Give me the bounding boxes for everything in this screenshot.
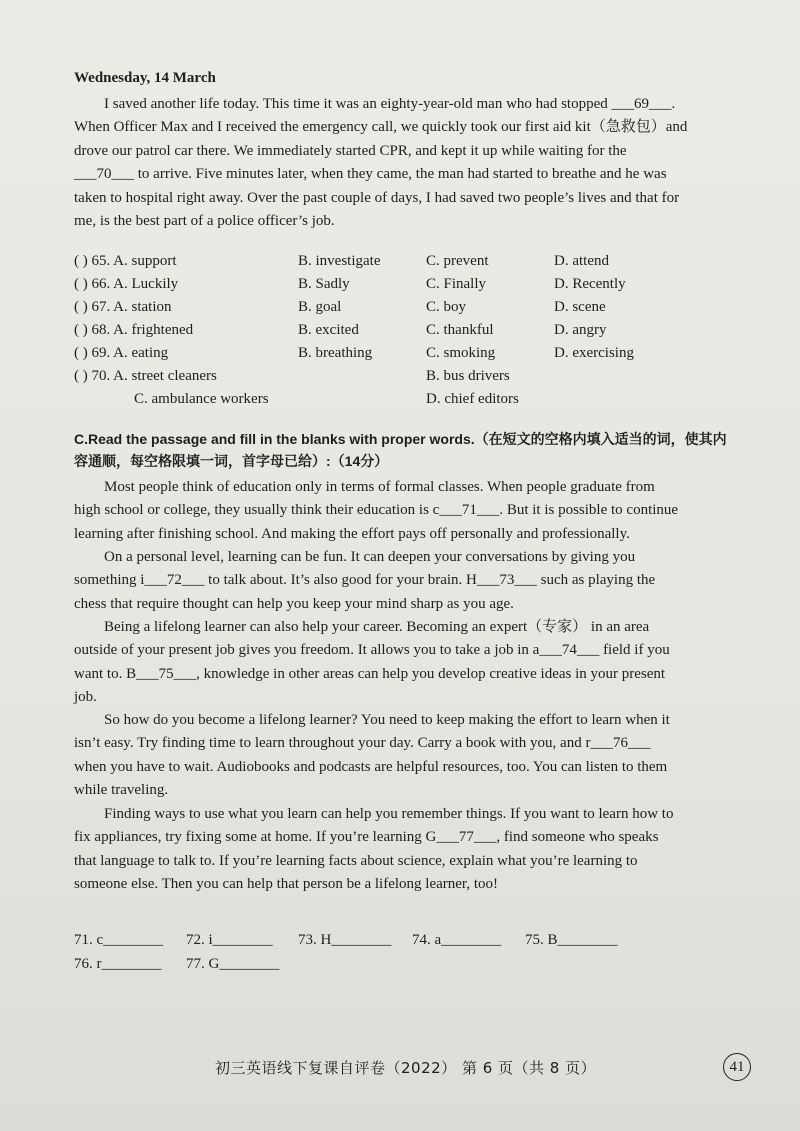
option-70-c[interactable]: C. ambulance workers (134, 391, 269, 407)
passage-line: fix appliances, try fixing some at home. If you’re learning G___77___, find someone who speaks (74, 829, 659, 846)
passage-line: when you have to wait. Audiobooks and podcasts are helpful resources, too. You can listen to them (74, 758, 668, 775)
passage-line: something i___72___ to talk about. It’s also good for your brain. H___73___ such as playing the (74, 572, 656, 589)
option-67-a[interactable]: ( ) 67. A. station (74, 299, 172, 315)
option-67-d[interactable]: D. scene (554, 299, 606, 315)
passage-line: Being a lifelong learner can also help your career. Becoming an expert（专家） in an area (104, 619, 650, 635)
passage-line: want to. B___75___, knowledge in other areas can help you develop creative ideas in your present (74, 665, 666, 682)
option-70-b[interactable]: B. bus drivers (426, 368, 510, 384)
option-69-d[interactable]: D. exercising (554, 345, 634, 361)
option-65-a[interactable]: ( ) 65. A. support (74, 253, 177, 269)
diary-line: drove our patrol car there. We immediately started CPR, and kept it up while waiting for the (74, 142, 627, 159)
answer-blank-71[interactable]: 71. c________ (74, 932, 164, 948)
option-66-b[interactable]: B. Sadly (298, 276, 350, 292)
option-67-b[interactable]: B. goal (298, 299, 342, 315)
passage-line: high school or college, they usually think their education is c___71___. But it is possible to continue (74, 502, 679, 519)
passage-line: Finding ways to use what you learn can help you remember things. If you want to learn how to (104, 806, 674, 822)
section-c-heading: C.Read the passage and fill in the blanks with proper words.（在短文的空格内填入适当的词，使其内容通顺，每空格限填一词，首字母已给）:（14分） (74, 431, 727, 469)
diary-date: Wednesday, 14 March (74, 70, 216, 86)
page-footer: 初三英语线下复课自评卷（2022） 第 6 页（共 8 页） (215, 1059, 597, 1077)
diary-paragraph (74, 93, 726, 233)
option-66-a[interactable]: ( ) 66. A. Luckily (74, 276, 179, 292)
answer-blank-73[interactable]: 73. H________ (298, 932, 392, 948)
passage-line: job. (74, 689, 97, 706)
option-70-d[interactable]: D. chief editors (426, 391, 519, 407)
passage-line: So how do you become a lifelong learner? You need to keep making the effort to learn when it (104, 712, 670, 728)
diary-line: ___70___ to arrive. Five minutes later, when they came, the man had started to breathe and he was (74, 166, 667, 183)
option-69-a[interactable]: ( ) 69. A. eating (74, 345, 169, 361)
answer-blank-75[interactable]: 75. B________ (525, 932, 618, 948)
passage-line: Most people think of education only in terms of formal classes. When people graduate from (104, 479, 655, 495)
passage-line: On a personal level, learning can be fun. It can deepen your conversations by giving you (104, 549, 636, 565)
passage-line: outside of your present job gives you freedom. It allows you to take a job in a___74___ field if you (74, 642, 670, 659)
passage-paragraph-1 (74, 476, 726, 546)
diary-line: me, is the best part of a police officer’s job. (74, 213, 335, 230)
passage-line: isn’t easy. Try finding time to learn throughout your day. Carry a book with you, and r___76___ (74, 735, 651, 752)
option-66-c[interactable]: C. Finally (426, 276, 487, 292)
answer-blank-74[interactable]: 74. a________ (412, 932, 502, 948)
answer-blank-76[interactable]: 76. r________ (74, 956, 162, 972)
option-65-b[interactable]: B. investigate (298, 253, 381, 269)
option-65-c[interactable]: C. prevent (426, 253, 489, 269)
diary-line: taken to hospital right away. Over the past couple of days, I had saved two people’s lives and that for (74, 189, 680, 206)
option-68-a[interactable]: ( ) 68. A. frightened (74, 322, 194, 338)
option-65-d[interactable]: D. attend (554, 253, 609, 269)
diary-line: When Officer Max and I received the emergency call, we quickly took our first aid kit（急救包）and (74, 119, 688, 136)
passage-line: while traveling. (74, 782, 169, 799)
diary-line: I saved another life today. This time it was an eighty-year-old man who had stopped ___69___. (104, 96, 676, 112)
passage-line: chess that require thought can help you keep your mind sharp as you age. (74, 595, 514, 612)
option-68-b[interactable]: B. excited (298, 322, 359, 338)
option-69-c[interactable]: C. smoking (426, 345, 496, 361)
page-number-badge: 41 (723, 1053, 751, 1081)
answer-blank-77[interactable]: 77. G________ (186, 956, 280, 972)
passage-line: someone else. Then you can help that person be a lifelong learner, too! (74, 876, 498, 893)
passage-paragraph-5 (74, 803, 726, 897)
option-67-c[interactable]: C. boy (426, 299, 467, 315)
passage-paragraph-4 (74, 709, 726, 803)
passage-paragraph-3 (74, 616, 726, 710)
answer-blank-72[interactable]: 72. i________ (186, 932, 273, 948)
passage-line: that language to talk to. If you’re learning facts about science, explain what you’re learning to (74, 852, 638, 869)
passage-paragraph-2 (74, 546, 726, 616)
option-68-c[interactable]: C. thankful (426, 322, 494, 338)
option-69-b[interactable]: B. breathing (298, 345, 373, 361)
passage-line: learning after finishing school. And making the effort pays off personally and professionally. (74, 525, 630, 542)
option-70-a[interactable]: ( ) 70. A. street cleaners (74, 368, 217, 384)
option-66-d[interactable]: D. Recently (554, 276, 626, 292)
option-68-d[interactable]: D. angry (554, 322, 607, 338)
